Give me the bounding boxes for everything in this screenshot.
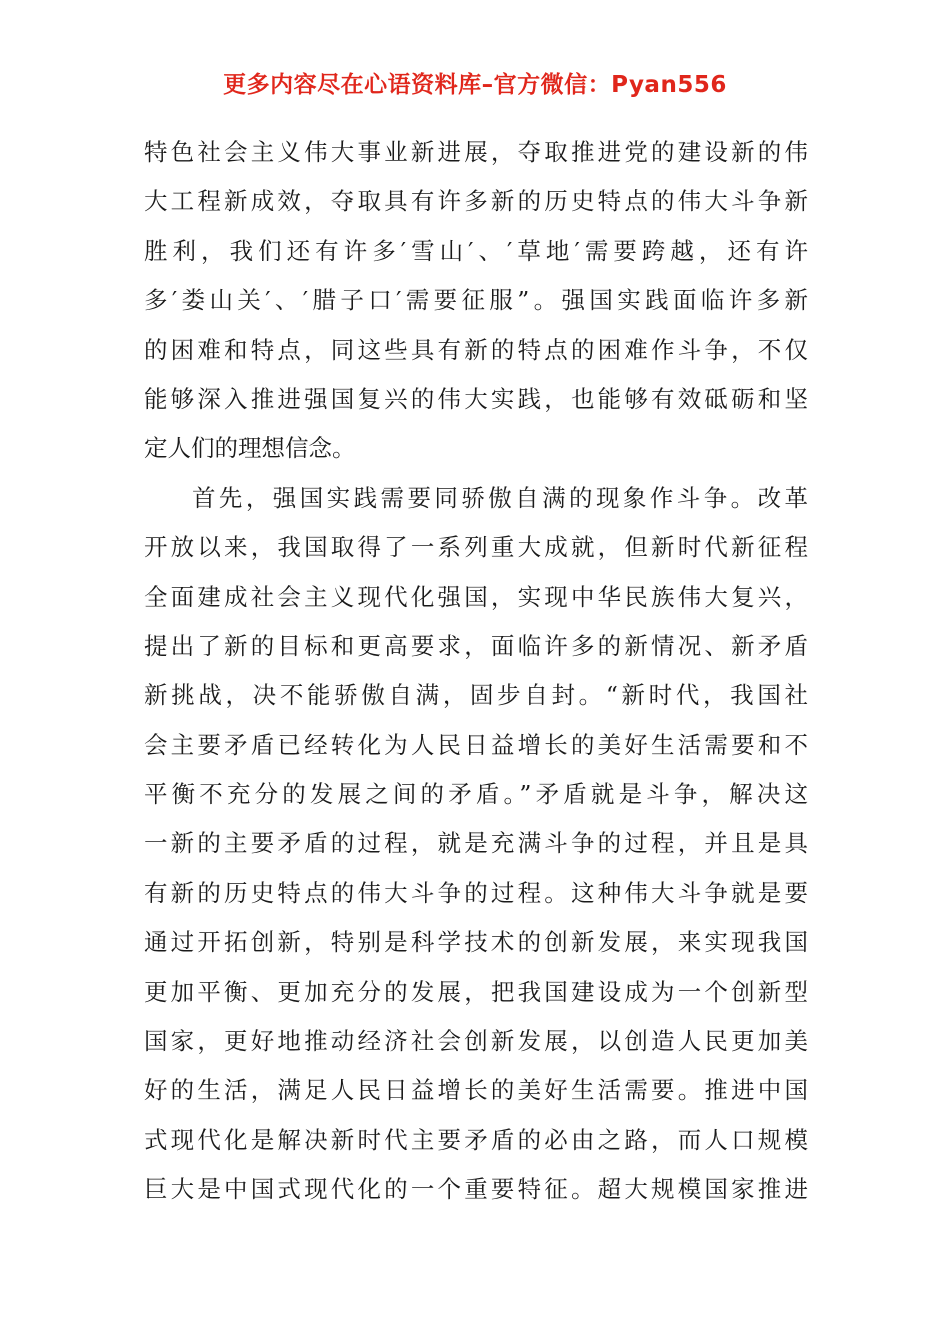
text-line: 通过开拓创新，特别是科学技术的创新发展，来实现我国 <box>144 928 808 957</box>
text-line: 开放以来，我国取得了一系列重大成就，但新时代新征程 <box>144 533 808 562</box>
text-line: 巨大是中国式现代化的一个重要特征。超大规模国家推进 <box>144 1175 808 1204</box>
text-line: 提出了新的目标和更高要求，面临许多的新情况、新矛盾 <box>144 631 808 660</box>
text-line: 全面建成社会主义现代化强国，实现中华民族伟大复兴， <box>144 582 808 611</box>
text-line: 首先，强国实践需要同骄傲自满的现象作斗争。改革 <box>192 483 808 512</box>
text-line: 平衡不充分的发展之间的矛盾。”矛盾就是斗争，解决这 <box>144 780 808 809</box>
paragraph-1 <box>144 128 808 474</box>
text-line: 一新的主要矛盾的过程，就是充满斗争的过程，并且是具 <box>144 829 808 858</box>
text-line: 定人们的理想信念。 <box>144 434 356 463</box>
text-line: 能够深入推进强国复兴的伟大实践，也能够有效砥砺和坚 <box>144 384 808 413</box>
text-line: 大工程新成效，夺取具有许多新的历史特点的伟大斗争新 <box>144 187 808 216</box>
paragraph-2 <box>144 474 808 1215</box>
text-line: 更加平衡、更加充分的发展，把我国建设成为一个创新型 <box>144 977 808 1006</box>
text-line: 新挑战，决不能骄傲自满，固步自封。“新时代，我国社 <box>144 681 808 710</box>
text-line: 式现代化是解决新时代主要矛盾的必由之路，而人口规模 <box>144 1125 808 1154</box>
watermark-header: 更多内容尽在心语资料库–官方微信：Pyan556 <box>223 72 727 98</box>
text-line: 国家，更好地推动经济社会创新发展，以创造人民更加美 <box>144 1027 808 1056</box>
text-line: 会主要矛盾已经转化为人民日益增长的美好生活需要和不 <box>144 730 808 759</box>
text-line: 特色社会主义伟大事业新进展，夺取推进党的建设新的伟 <box>144 138 808 166</box>
text-line: 的困难和特点，同这些具有新的特点的困难作斗争，不仅 <box>144 335 808 364</box>
text-line: 好的生活，满足人民日益增长的美好生活需要。推进中国 <box>144 1076 808 1105</box>
text-line: 有新的历史特点的伟大斗争的过程。这种伟大斗争就是要 <box>144 878 808 907</box>
document-body <box>144 128 808 1215</box>
text-line: 多′娄山关′、′腊子口′需要征服”。强国实践面临许多新 <box>144 286 808 315</box>
text-line: 胜利，我们还有许多′雪山′、′草地′需要跨越，还有许 <box>144 236 808 265</box>
